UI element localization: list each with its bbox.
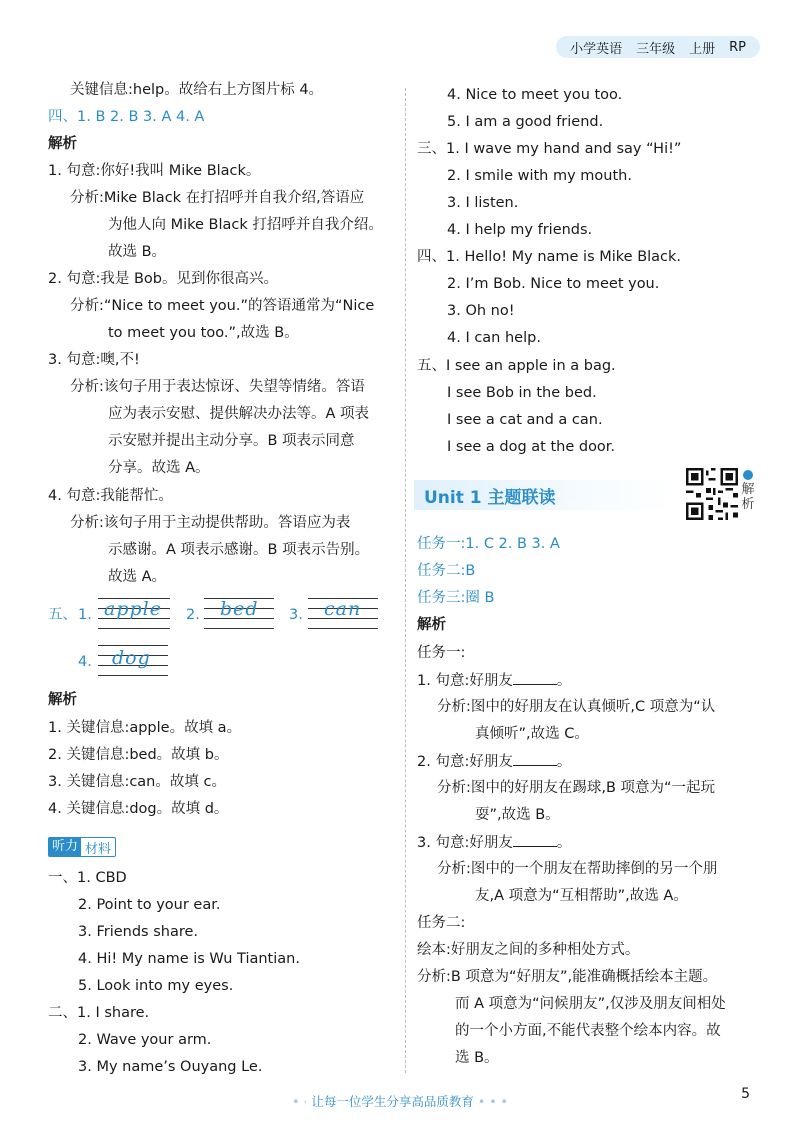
text-line: 耍”,故选 B。 (475, 807, 560, 823)
text-line: 3. 句意:噢,不! (48, 352, 140, 368)
word-number: 4. (78, 654, 92, 670)
text-line: 分析:该句子用于表达惊讶、失望等情绪。答语 (70, 379, 365, 395)
task-answers: 任务三:圈 B (417, 590, 495, 606)
handwritten-word: dog (112, 647, 151, 669)
text-line: 分析:图中的一个朋友在帮助摔倒的另一个朋 (437, 861, 718, 877)
text-line: 分析:“Nice to meet you.”的答语通常为“Nice (70, 298, 375, 314)
text-line: 5. Look into my eyes. (78, 978, 234, 994)
text-line: 四、1. Hello! My name is Mike Black. (417, 249, 682, 265)
text-line: 分析:Mike Black 在打招呼并自我介绍,答语应 (70, 190, 365, 206)
text-line: 4. 句意:我能帮忙。 (48, 488, 173, 504)
text-line: 二、1. I share. (48, 1005, 150, 1021)
text-line: 4. 关键信息:dog。故填 d。 (48, 801, 229, 817)
text-line: 示安慰并提出主动分享。B 项表示同意 (108, 433, 355, 449)
handwritten-word: bed (220, 598, 259, 620)
text-line: 一、1. CBD (48, 870, 127, 886)
page-number: 5 (741, 1086, 750, 1102)
tag-part: 听力 (49, 838, 81, 856)
text-line: 3. I listen. (447, 195, 519, 211)
answers: 1. B 2. B 3. A 4. A (77, 109, 205, 125)
question-text: 1. 句意:好朋友 (417, 673, 513, 689)
handwriting-lines (204, 596, 274, 632)
word-number: 1. (78, 607, 92, 623)
text-line: 故选 A。 (108, 569, 167, 585)
word-number: 3. (289, 607, 303, 623)
text-line: 分享。故选 A。 (108, 460, 210, 476)
question-line: 1. 句意:好朋友 。 (417, 670, 571, 691)
qr-label-text: 解析 (741, 482, 755, 512)
handwriting-lines (308, 596, 378, 632)
text-line: 4. I help my friends. (447, 222, 593, 238)
text-line: 选 B。 (455, 1050, 499, 1066)
text-line: 3. Oh no! (447, 303, 515, 319)
blank-line (513, 832, 557, 847)
section-head: 五、 (48, 607, 77, 623)
text-line: 1. 句意:你好!我叫 Mike Black。 (48, 163, 261, 179)
text-line: 为他人向 Mike Black 打招呼并自我介绍。 (108, 217, 383, 233)
blank-line (513, 751, 557, 766)
text-line: 关键信息:help。故给右上方图片标 4。 (70, 82, 324, 98)
analysis-heading: 解析 (417, 617, 446, 633)
text-line: I see Bob in the bed. (447, 385, 597, 401)
column-divider (405, 88, 406, 1073)
text-line: 4. Hi! My name is Wu Tiantian. (78, 951, 300, 967)
qr-label (741, 470, 755, 512)
question-line: 3. 句意:好朋友 。 (417, 832, 571, 853)
subject-label: 小学英语 (570, 41, 623, 57)
handwritten-word: apple (104, 598, 162, 620)
tag-part: 材料 (85, 841, 112, 857)
play-icon (743, 470, 753, 480)
volume-label: 上册 (689, 41, 716, 57)
question-text: 2. 句意:好朋友 (417, 754, 513, 770)
text-line: 任务二: (417, 915, 466, 931)
text-line: 3. Friends share. (78, 924, 199, 940)
qr-code-icon[interactable] (686, 468, 738, 520)
question-line: 2. 句意:好朋友 。 (417, 751, 571, 772)
text-line: 2. 句意:我是 Bob。见到你很高兴。 (48, 271, 278, 287)
section-4-answers (48, 107, 204, 127)
word-number: 2. (186, 607, 200, 623)
footer: • · 让每一位学生分享高品质教育 • • • (292, 1094, 508, 1109)
text-line: I see a cat and a can. (447, 412, 603, 428)
text-line: 分析:图中的好朋友在踢球,B 项意为“一起玩 (437, 780, 716, 796)
task-answers: 任务一:1. C 2. B 3. A (417, 536, 560, 552)
footer-slogan: 让每一位学生分享高品质教育 (311, 1094, 474, 1109)
analysis-heading: 解析 (48, 692, 77, 708)
text-line: 4. Nice to meet you too. (447, 87, 623, 103)
text-line: 1. 关键信息:apple。故填 a。 (48, 720, 242, 736)
text-line: 三、1. I wave my hand and say “Hi!” (417, 141, 682, 157)
blank-line (513, 670, 557, 685)
handwritten-word: can (324, 598, 362, 620)
grade-label: 三年级 (636, 41, 676, 57)
text-line: 分析:图中的好朋友在认真倾听,C 项意为“认 (437, 699, 716, 715)
text-line: 示感谢。A 项表示感谢。B 项表示告别。 (108, 542, 370, 558)
text-line: 3. 关键信息:can。故填 c。 (48, 774, 226, 790)
header-tab (556, 36, 760, 58)
text-line: 分析:该句子用于主动提供帮助。答语应为表 (70, 515, 351, 531)
handwriting-lines (98, 596, 170, 632)
text-line: 而 A 项意为“问候朋友”,仅涉及朋友间相处 (455, 996, 726, 1012)
text-line: 2. I smile with my mouth. (447, 168, 632, 184)
text-line: 2. Point to your ear. (78, 897, 221, 913)
text-line: 4. I can help. (447, 330, 541, 346)
listening-material-tag (48, 837, 116, 857)
question-text: 3. 句意:好朋友 (417, 835, 513, 851)
text-line: 2. I’m Bob. Nice to meet you. (447, 276, 660, 292)
analysis-heading: 解析 (48, 136, 77, 152)
text-line: 真倾听”,故选 C。 (475, 726, 589, 742)
task-answers: 任务二:B (417, 563, 476, 579)
text-line: 故选 B。 (108, 244, 167, 260)
edition-label: RP (729, 39, 746, 55)
text-line: I see a dog at the door. (447, 439, 616, 455)
text-line: 友,A 项意为“互相帮助”,故选 A。 (475, 888, 688, 904)
text-line: 3. My name’s Ouyang Le. (78, 1059, 263, 1075)
text-line: 2. 关键信息:bed。故填 b。 (48, 747, 229, 763)
text-line: 分析:B 项意为“好朋友”,能准确概括绘本主题。 (417, 969, 718, 985)
text-line: to meet you too.”,故选 B。 (108, 325, 299, 341)
text-line: 绘本:好朋友之间的多种相处方式。 (417, 942, 640, 958)
handwriting-lines (98, 643, 168, 679)
text-line: 应为表示安慰、提供解决办法等。A 项表 (108, 406, 370, 422)
text-line: 的一个小方面,不能代表整个绘本内容。故 (455, 1023, 721, 1039)
unit-title: Unit 1 主题联读 (414, 480, 674, 510)
text-line: 五、I see an apple in a bag. (417, 358, 616, 374)
section-head: 四、 (48, 109, 77, 125)
text-line: 2. Wave your arm. (78, 1032, 212, 1048)
text-line: 任务一: (417, 645, 466, 661)
text-line: 5. I am a good friend. (447, 114, 604, 130)
